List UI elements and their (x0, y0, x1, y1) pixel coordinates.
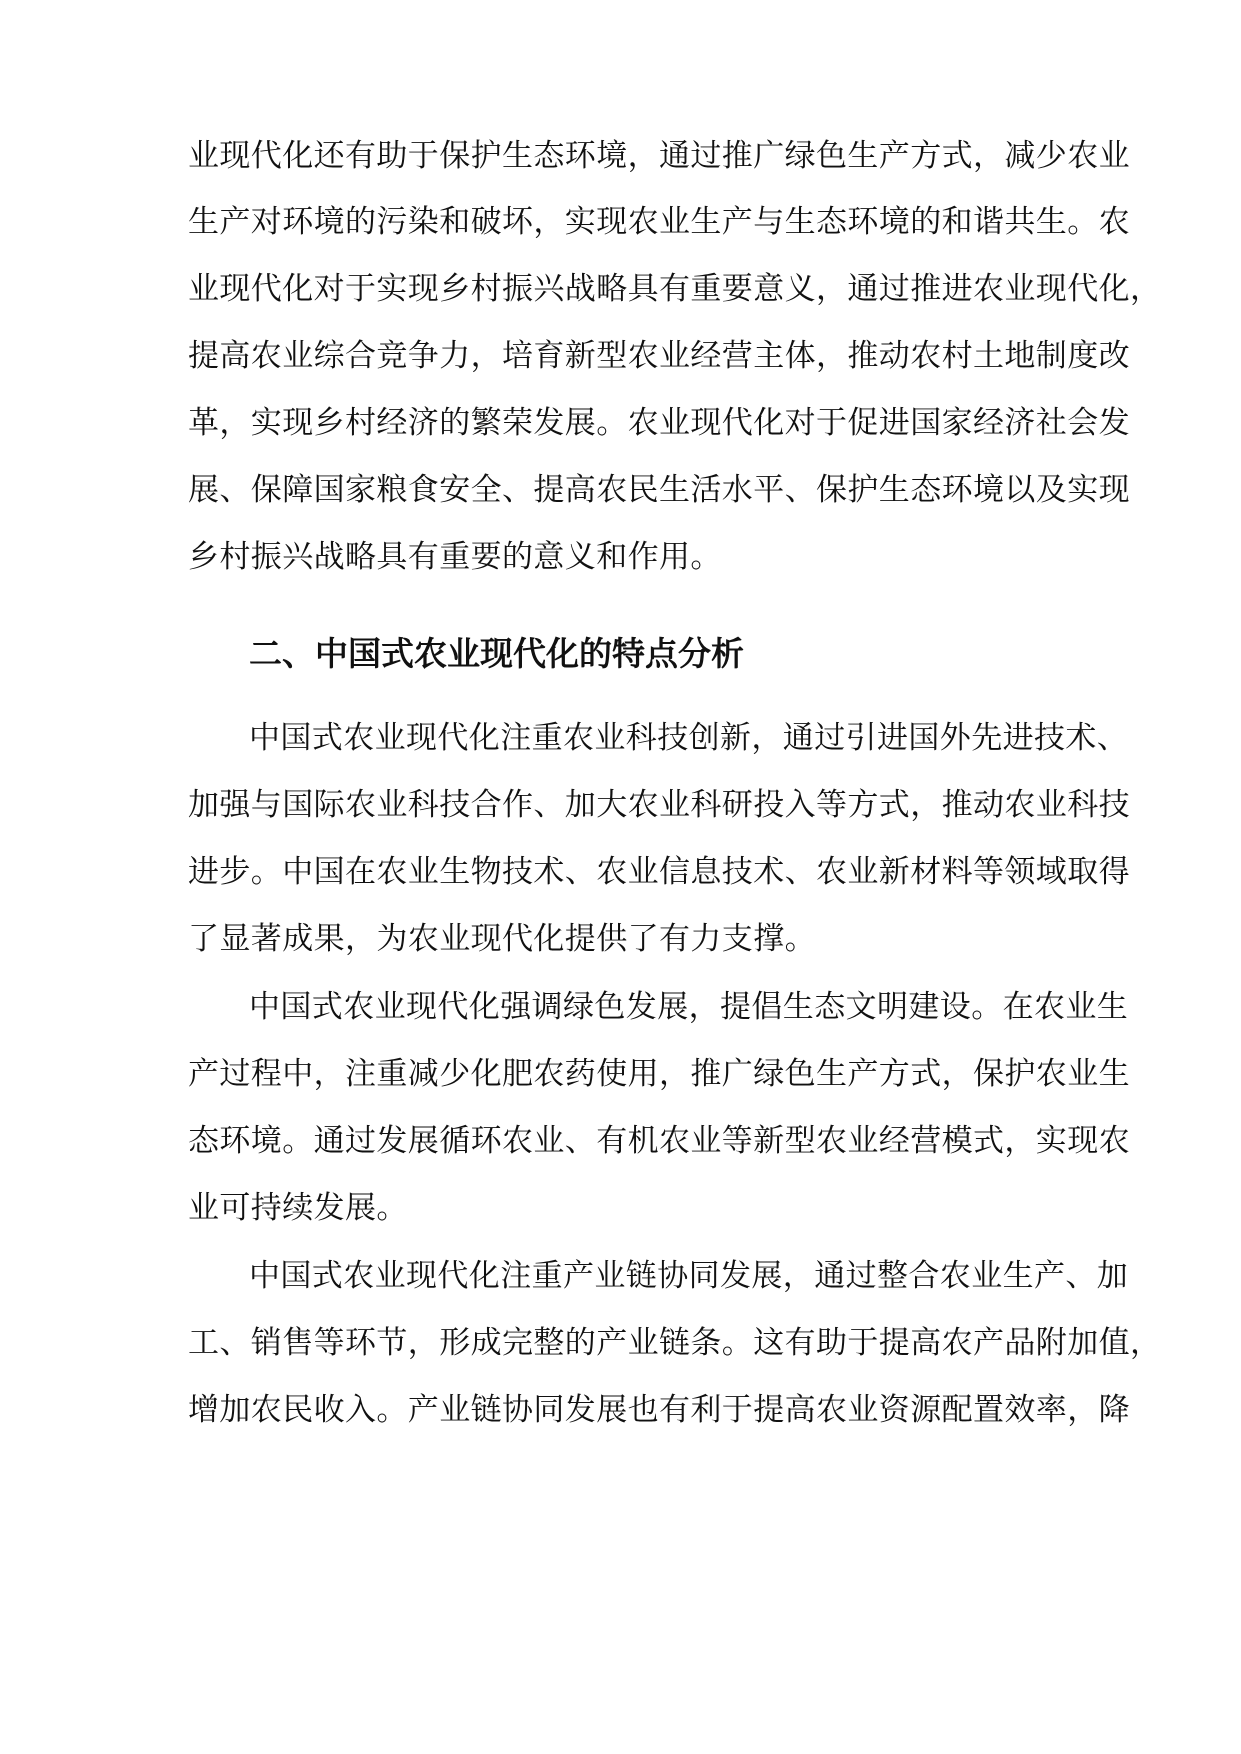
paragraph-line: 业现代化还有助于保护生态环境，通过推广绿色生产方式，减少农业 (188, 138, 1130, 174)
paragraph-line: 乡村振兴战略具有重要的意义和作用。 (188, 539, 722, 575)
paragraph-line: 进步。中国在农业生物技术、农业信息技术、农业新材料等领域取得 (188, 854, 1130, 890)
paragraph-line: 工、销售等环节，形成完整的产业链条。这有助于提高农产品附加值， (188, 1325, 1162, 1361)
paragraph-line: 中国式农业现代化注重产业链协同发展，通过整合农业生产、加 (249, 1258, 1129, 1294)
paragraph-line: 革，实现乡村经济的繁荣发展。农业现代化对于促进国家经济社会发 (188, 405, 1130, 441)
paragraph-line: 中国式农业现代化强调绿色发展，提倡生态文明建设。在农业生 (249, 989, 1129, 1025)
paragraph-line: 业可持续发展。 (188, 1190, 408, 1226)
paragraph-line: 中国式农业现代化注重农业科技创新，通过引进国外先进技术、 (249, 720, 1129, 756)
paragraph-line: 了显著成果，为农业现代化提供了有力支撑。 (188, 921, 816, 957)
paragraph-line: 态环境。通过发展循环农业、有机农业等新型农业经营模式，实现农 (188, 1123, 1130, 1159)
paragraph-line: 提高农业综合竞争力，培育新型农业经营主体，推动农村土地制度改 (188, 338, 1130, 374)
paragraph-line: 产过程中，注重减少化肥农药使用，推广绿色生产方式，保护农业生 (188, 1056, 1130, 1092)
section-heading: 二、中国式农业现代化的特点分析 (249, 634, 744, 673)
paragraph-line: 加强与国际农业科技合作、加大农业科研投入等方式，推动农业科技 (188, 787, 1130, 823)
paragraph-line: 业现代化对于实现乡村振兴战略具有重要意义，通过推进农业现代化， (188, 271, 1162, 307)
paragraph-line: 展、保障国家粮食安全、提高农民生活水平、保护生态环境以及实现 (188, 472, 1130, 508)
paragraph-line: 增加农民收入。产业链协同发展也有利于提高农业资源配置效率，降 (188, 1392, 1130, 1428)
paragraph-line: 生产对环境的污染和破坏，实现农业生产与生态环境的和谐共生。农 (188, 204, 1130, 240)
